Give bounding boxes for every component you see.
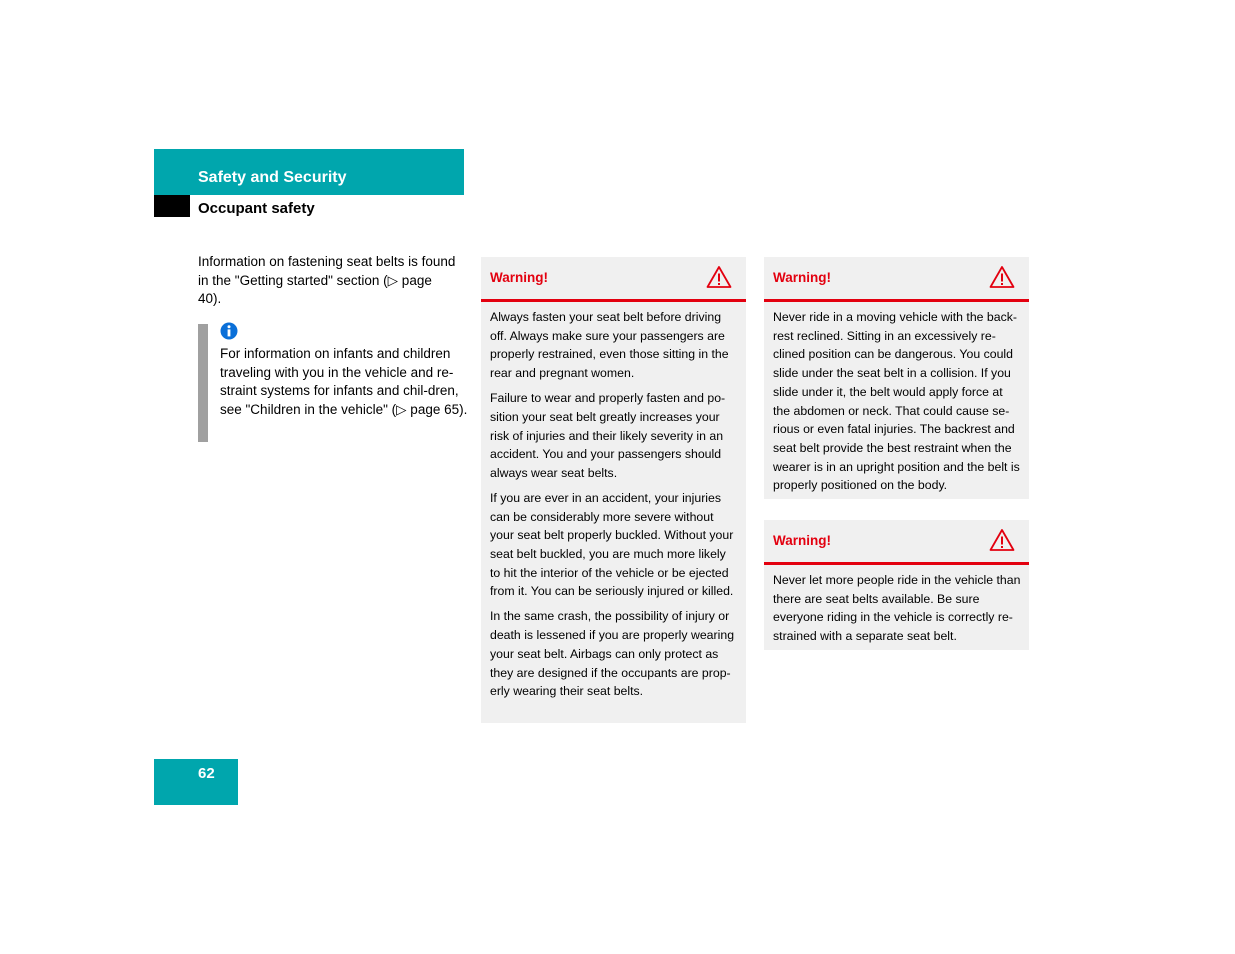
- warning-box-backrest: [764, 257, 1029, 499]
- info-note: [198, 322, 468, 442]
- info-icon: [220, 322, 238, 340]
- section-marker: [154, 195, 190, 217]
- warning-body: [481, 302, 746, 701]
- warning-header: [481, 257, 746, 302]
- warning-box-seat-belt: [481, 257, 746, 723]
- warning-title: Warning!: [773, 270, 831, 285]
- warning-header: [764, 257, 1029, 302]
- info-note-bar: [198, 324, 208, 442]
- warning-title: Warning!: [490, 270, 548, 285]
- warning-box-occupancy: [764, 520, 1029, 650]
- warning-triangle-icon: [989, 528, 1015, 552]
- warning-body: [764, 565, 1029, 646]
- warning-header: [764, 520, 1029, 565]
- warning-body: [764, 302, 1029, 495]
- warning-triangle-icon: [706, 265, 732, 289]
- subsection-title: Occupant safety: [198, 200, 315, 217]
- warning-triangle-icon: [989, 265, 1015, 289]
- page-number-box: [154, 759, 238, 805]
- page-number: 62: [198, 765, 215, 782]
- info-note-text: For information on infants and children traveling with you in the vehicle and re-straint systems for infants and chil-dren, see "Children in the vehicle" (▷ page 65).: [220, 346, 468, 418]
- warning-paragraph: If you are ever in an accident, your injuries can be considerably more severe without your seat belt properly buckled. Without your seat belt buckled, you are much more likely to hit the interior of the vehicle or be ejected from it. You can be seriously injured or killed.: [490, 490, 734, 599]
- warning-title: Warning!: [773, 533, 831, 548]
- intro-paragraph: Information on fastening seat belts is found in the "Getting started" section (▷ page 40).: [198, 254, 456, 307]
- section-title: Safety and Security: [198, 169, 347, 186]
- warning-paragraph: Never ride in a moving vehicle with the back-rest reclined. Sitting in an excessively re-clined position can be dangerous. You could slide under the seat belt in a collision. If you slide under it, the belt would apply force at the abdomen or neck. That could cause se-rious or even fatal injuries. The backrest and seat belt provide the best restraint when the wearer is in an upright position and the belt is properly positioned on the body.: [773, 310, 1020, 493]
- warning-paragraph: In the same crash, the possibility of injury or death is lessened if you are properly wearing your seat belt. Airbags can only protect as they are designed if the occupants are prop-erly wearing their seat belts.: [490, 609, 735, 699]
- warning-paragraph: Always fasten your seat belt before driving off. Always make sure your passengers are properly restrained, even those sitting in the rear and pregnant women.: [490, 310, 729, 381]
- warning-paragraph: Failure to wear and properly fasten and po-sition your seat belt greatly increases your risk of injuries and their likely severity in an accident. You and your passengers should always wear seat belts.: [490, 391, 726, 480]
- warning-paragraph: Never let more people ride in the vehicle than there are seat belts available. Be sure everyone riding in the vehicle is correctly re-strained with a separate seat belt.: [773, 573, 1021, 644]
